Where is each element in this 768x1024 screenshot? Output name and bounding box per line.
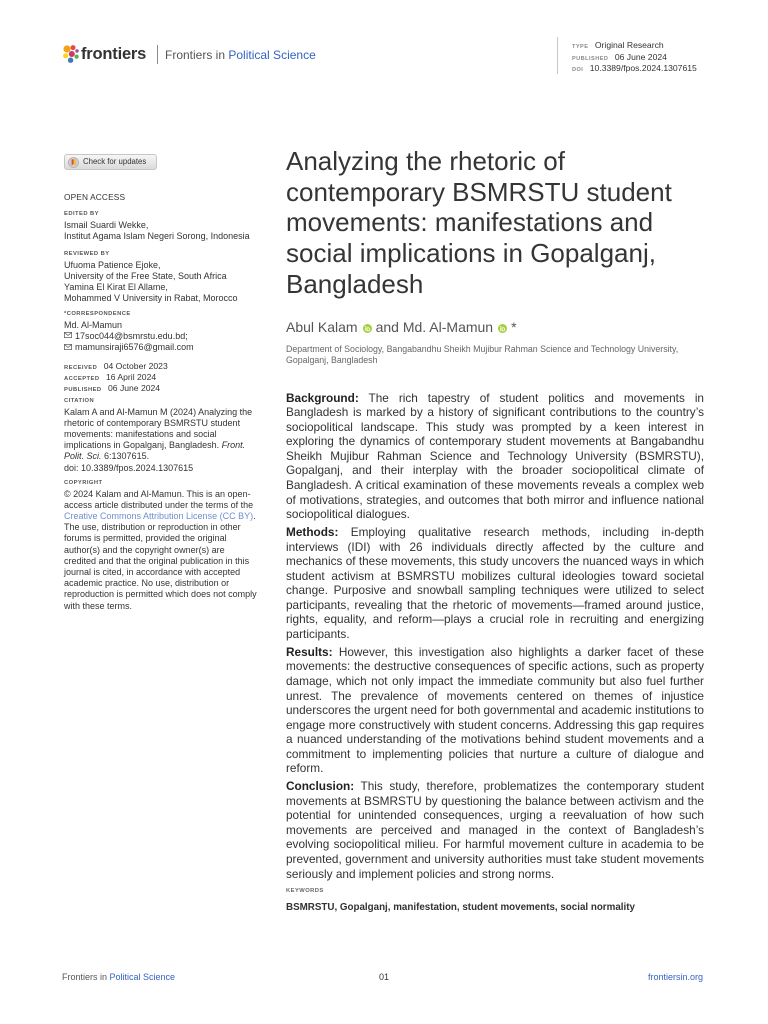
open-access-label: OPEN ACCESS: [64, 191, 126, 202]
reviewer-name: Yamina El Kirat El Allame,: [64, 281, 168, 292]
reviewed-by-body: [64, 260, 257, 305]
published-label: PUBLISHED: [64, 386, 102, 393]
abstract: [286, 391, 704, 885]
citation-article-number: 6:1307615.: [104, 451, 150, 462]
edited-by-label: EDITED BY: [64, 210, 99, 217]
author-affiliation: Department of Sociology, Bangabandhu Sheikh Mujibur Rahman Science and Technology University, Gopalganj, Bangladesh: [286, 343, 679, 365]
email-link[interactable]: 17soc044@bsmrstu.edu.bd;: [75, 330, 188, 341]
email-link[interactable]: mamunsiraji6576@gmail.com: [75, 341, 194, 352]
citation-section: [64, 398, 257, 474]
frontiers-logo[interactable]: [62, 43, 146, 64]
abstract-section-text: The rich tapestry of student politics and movements in Bangladesh is marked by a history of significant contributions to the country’s sociopolitical landscape. This study was prompted by a keen interest in exploring the dynamics of contemporary student movements at Bangabandhu Sheikh Mujibur Rahman Science and Technology University (BSMRSTU), Gopalganj, and their interplay with the broader sociopolitical climate of Bangladesh. A critical examination of these movements reveals a complex web of motivations, strategies, and outcomes that both mirror and influence national sociopolitical dialogues.: [286, 390, 704, 522]
citation-doi[interactable]: doi: 10.3389/fpos.2024.1307615: [64, 462, 194, 473]
reviewer-affiliation: University of the Free State, South Africa: [64, 270, 227, 281]
accepted-label: ACCEPTED: [64, 375, 100, 382]
journal-section: Political Science: [228, 48, 316, 62]
editor-name: Ismail Suardi Wekke,: [64, 219, 149, 230]
citation-text: Kalam A and Al-Mamun M (2024) Analyzing the rhetoric of contemporary BSMRSTU student movements: manifestations and social implications in Gopalganj, Bangladesh.: [64, 406, 253, 451]
copyright-label: COPYRIGHT: [64, 479, 103, 486]
correspondence-mark: *: [511, 318, 517, 335]
author-name: Md. Al-Mamun: [402, 318, 494, 335]
abstract-section-text: This study, therefore, problematizes the contemporary student movements at BSMRSTU by questioning the balance between activism and the potential for unintended consequences, urging a reevaluation of how such movements are perceived and managed in the context of Bangladesh’s evolving sociopolitical milieu. For harmful movement culture in academia to be prevented, government and university authorities must take student movements seriously and implement policies and strong norms.: [286, 779, 704, 881]
footer-journal-section: Political Science: [109, 972, 176, 982]
keywords-label: KEYWORDS: [286, 887, 324, 894]
correspondence-label: *CORRESPONDENCE: [64, 310, 131, 317]
reviewer-name: Ufuoma Patience Ejoke,: [64, 259, 161, 270]
meta-type-row: [572, 38, 697, 50]
abstract-section-label: Results:: [286, 644, 333, 659]
abstract-section-text: Employing qualitative research methods, including in-depth interviews (IDI) with 26 individuals directly affected by the culture and mechanics of these movements, this study uncovers the nuanced ways in which student activism at BSMRSTU mobilizes cultural ideologies toward societal change. Purposive and snowball sampling techniques were utilized to select participants, revealing that the rhetoric of movements—framed around justice, rights, equality, and reform—plays a crucial role in recruiting and energizing participants.: [286, 525, 704, 641]
abstract-section-text: However, this investigation also highlights a darker facet of these movements: the destructive consequences of specific actions, such as property damage, which not only impact the immediate community but also fuel further unrest. The prevalence of movements centered on themes of injustice underscores the urgent need for both governmental and academic institutions to engage more constructively with student concerns. Addressing this gap requires a nuanced understanding of the motivations behind student movements and a commitment to implementing policies that nurture a culture of dialogue and reform.: [286, 644, 704, 776]
reviewer-affiliation: Mohammed V University in Rabat, Morocco: [64, 293, 238, 304]
footer-site-link[interactable]: frontiersin.org: [647, 972, 703, 982]
journal-prefix: Frontiers in: [165, 48, 226, 62]
check-updates-label: Check for updates: [83, 157, 147, 166]
abstract-section-label: Background:: [286, 390, 359, 405]
meta-divider: [557, 37, 558, 74]
frontiers-logo-icon: [62, 44, 79, 64]
correspondent-name: Md. Al-Mamun: [64, 319, 123, 330]
meta-published-label: PUBLISHED: [572, 55, 609, 62]
meta-type-value: Original Research: [594, 40, 664, 51]
orcid-icon[interactable]: [363, 324, 372, 333]
meta-published-value: 06 June 2024: [614, 51, 667, 62]
correspondence-body: [64, 320, 257, 354]
footer-journal-prefix: Frontiers in: [62, 972, 108, 982]
edited-by-section: [64, 211, 257, 242]
keywords: BSMRSTU, Gopalganj, manifestation, student movements, social normality: [286, 902, 635, 913]
copyright-body: [64, 489, 257, 612]
citation-body: [64, 407, 257, 474]
copyright-text: © 2024 Kalam and Al-Mamun. This is an open-access article distributed under the terms of the: [64, 488, 254, 510]
article-title: Analyzing the rhetoric of contemporary BSMRSTU student movements: manifestations and social implications in Gopalganj, Bangladesh: [286, 146, 672, 299]
dates-section: [64, 359, 257, 392]
check-updates-icon: [68, 157, 79, 168]
received-label: RECEIVED: [64, 364, 98, 371]
abstract-background: [286, 391, 704, 522]
orcid-icon[interactable]: [498, 324, 507, 333]
page-number: 01: [378, 972, 389, 982]
citation-journal: Front. Polit. Sci.: [64, 440, 246, 462]
received-row: [64, 359, 257, 370]
envelope-icon: [64, 332, 72, 338]
license-link[interactable]: Creative Commons Attribution License (CC BY): [64, 510, 254, 521]
email-line: [64, 331, 257, 342]
header-divider: [157, 45, 158, 64]
envelope-icon: [64, 344, 72, 350]
article-meta: [572, 38, 697, 73]
published-row: [64, 381, 257, 392]
copyright-section: [64, 480, 257, 612]
frontiers-logo-text: frontiers: [81, 44, 147, 63]
reviewed-by-label: REVIEWED BY: [64, 250, 110, 257]
copyright-text-cont: . The use, distribution or reproduction in other forums is permitted, provided the original author(s) and the copyright owner(s) are credited and that the original publication in this journal is cited, in accordance with accepted academic practice. No use, distribution or reproduction is permitted which does not comply with these terms.: [64, 510, 257, 611]
editor-affiliation: Institut Agama Islam Negeri Sorong, Indonesia: [64, 230, 250, 241]
meta-doi-row: [572, 61, 697, 73]
reviewed-by-section: [64, 251, 257, 305]
author-list: [286, 319, 704, 336]
received-date: 04 October 2023: [103, 360, 168, 371]
abstract-methods: [286, 525, 704, 641]
email-line: [64, 342, 257, 353]
edited-by-body: [64, 220, 257, 242]
author-name: Abul Kalam: [286, 318, 358, 335]
check-for-updates-button[interactable]: [64, 154, 157, 170]
meta-doi-link[interactable]: 10.3389/fpos.2024.1307615: [589, 63, 697, 74]
published-date: 06 June 2024: [108, 382, 161, 393]
meta-published-row: [572, 50, 697, 62]
abstract-conclusion: [286, 779, 704, 881]
meta-type-label: TYPE: [572, 44, 589, 51]
author-connector: and: [375, 318, 399, 335]
abstract-section-label: Methods:: [286, 525, 339, 540]
citation-label: CITATION: [64, 397, 95, 404]
meta-doi-label: DOI: [572, 67, 584, 74]
abstract-section-label: Conclusion:: [286, 779, 355, 794]
accepted-date: 16 April 2024: [105, 371, 157, 382]
abstract-results: [286, 645, 704, 776]
accepted-row: [64, 370, 257, 381]
correspondence-section: [64, 311, 257, 354]
journal-name-link[interactable]: [165, 48, 316, 63]
